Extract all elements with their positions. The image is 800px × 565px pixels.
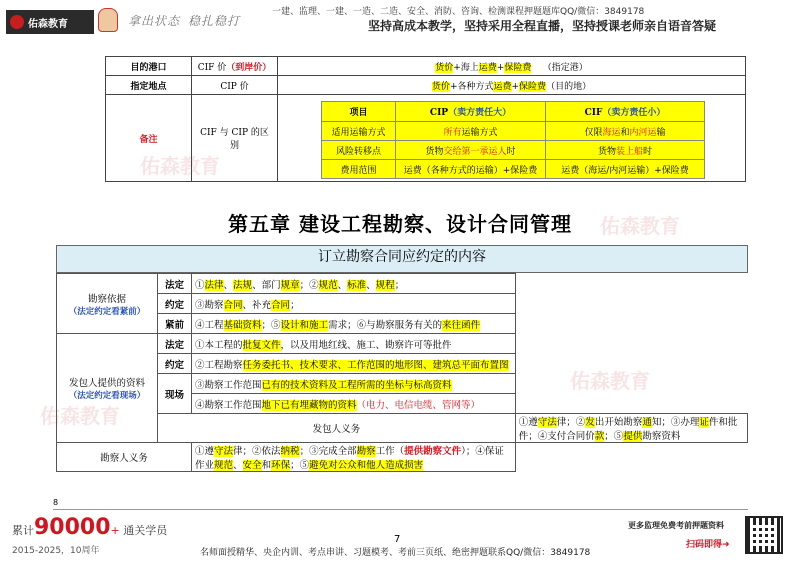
text: 知；③办理 <box>651 417 700 428</box>
cip-cell <box>396 122 546 141</box>
watermark: 佑森教育 <box>140 154 220 178</box>
term-cell <box>192 57 278 76</box>
table-row <box>57 354 748 374</box>
hl-text: 运费 <box>478 62 497 73</box>
term-cell: CIP 价 <box>192 76 278 95</box>
text: 内河运 <box>629 127 657 138</box>
qr-code-icon[interactable] <box>745 516 783 554</box>
hl-text: 提供 <box>623 431 643 442</box>
content-cell <box>192 294 516 314</box>
text: （卖方责任大） <box>448 108 512 118</box>
text: 、 <box>337 279 348 291</box>
text: ③勘察工作范围 <box>195 379 262 391</box>
table-row <box>106 76 746 95</box>
text: 、补充 <box>242 299 272 311</box>
hl-text: 守法 <box>214 446 234 457</box>
text: ①遵 <box>518 417 538 428</box>
footer-stat <box>12 515 167 540</box>
header-courses: 一建、监理、一建、一造、二造、安全、消防、咨询、检测课程押题题库QQ/微信：3849178 <box>272 7 645 17</box>
survey-contract-table <box>56 273 748 472</box>
table-row <box>322 160 705 179</box>
text: 时 <box>643 146 653 157</box>
text: ，以及用地红线、施工、勘察许可等批件 <box>280 339 452 351</box>
text: ①遵 <box>195 446 215 457</box>
header-bar <box>0 0 800 38</box>
text: 律；② <box>556 417 586 428</box>
handwritten-slogan-1: 拿出状态 <box>128 14 181 28</box>
row-title: 发包人义务 <box>158 414 516 443</box>
watermark: 佑森教育 <box>570 369 650 393</box>
hl-text: 保险费 <box>519 81 547 92</box>
text: ③勘察 <box>195 299 224 311</box>
hl-text: 批复文件 <box>242 339 281 351</box>
content-cell <box>192 354 516 374</box>
text: + <box>110 524 120 537</box>
logo-icon <box>10 15 24 29</box>
hl-text: 来往函件 <box>442 319 481 331</box>
table-row <box>322 141 705 160</box>
formula-cell <box>278 76 746 95</box>
hl-text: 守法 <box>537 417 557 428</box>
term-text: CIF 价 <box>197 62 227 73</box>
text: 勘察资料 <box>642 431 681 442</box>
text: 件和批件；④支付合同价 <box>518 417 738 442</box>
text: ；③完成全部 <box>299 446 357 457</box>
formula-cell <box>278 57 746 76</box>
text: CIF <box>584 108 603 118</box>
text: 运输方式 <box>461 127 498 138</box>
text: 累计 <box>12 524 34 537</box>
hl-text: 地下已有埋藏物的资料 <box>261 399 357 411</box>
group-title: 发包人提供的资料 <box>68 378 145 389</box>
text: ②工程勘察 <box>195 359 243 371</box>
watermark: 佑森教育 <box>40 404 120 428</box>
text: 所有 <box>443 127 462 138</box>
text: +海上 <box>453 62 479 73</box>
logo-text: 佑森教育 <box>28 18 68 30</box>
footer-promo: 更多监理免费考前押题资料 <box>628 521 724 530</box>
hl-text: 规章 <box>280 279 300 291</box>
table-row <box>57 274 748 294</box>
text: 货物 <box>597 146 616 157</box>
hl-text: 合同 <box>271 299 291 311</box>
text: + <box>496 62 505 73</box>
text: 和 <box>261 460 272 471</box>
row-label: 费用范围 <box>322 160 396 179</box>
hl-text: 发 <box>585 417 595 428</box>
text: 交给第一承运人 <box>443 146 507 157</box>
text: 律；②依法 <box>233 446 281 457</box>
text: 和 <box>620 127 630 138</box>
hl-text: 任务委托书、技术要求、工作范围的地形图、建筑总平面布置图 <box>242 359 509 371</box>
mascot-icon <box>98 8 118 32</box>
content-cell <box>192 314 516 334</box>
text: （指定港） <box>542 62 588 73</box>
hl-text: 安全 <box>242 460 262 471</box>
text: CIP <box>429 108 449 118</box>
hl-text: 运费 <box>493 81 512 92</box>
hl-text: 基础资料 <box>223 319 262 331</box>
divider <box>53 509 748 510</box>
hl-text: 勘察 <box>356 446 376 457</box>
col-header: 项目 <box>322 102 396 122</box>
row-tag: 现场 <box>158 374 192 414</box>
table-row <box>106 57 746 76</box>
hl-text: 规范 <box>214 460 234 471</box>
table-row <box>57 294 748 314</box>
row-tag: 约定 <box>158 294 192 314</box>
text: ① <box>195 279 205 291</box>
row-tag: 紧前 <box>158 314 192 334</box>
row-label: 目的港口 <box>106 57 192 76</box>
footer-years: 2015-2025，10周年 <box>12 546 100 556</box>
text: （目的地） <box>546 81 592 92</box>
hl-text: 法规 <box>233 279 253 291</box>
table-row <box>322 122 705 141</box>
hl-text: 通 <box>642 417 652 428</box>
content-cell <box>515 414 747 443</box>
text: 时 <box>506 146 516 157</box>
group-cell <box>57 274 158 334</box>
hl-text: 货价 <box>431 81 450 92</box>
chapter-title: 第五章 建设工程勘察、设计合同管理 <box>228 212 572 236</box>
term-note: （到岸价） <box>226 62 272 73</box>
text: ①本工程的 <box>195 339 243 351</box>
cip-cell: 运费（各种方式的运输）+保险费 <box>396 160 546 179</box>
row-label: 适用运输方式 <box>322 122 396 141</box>
row-tag: 约定 <box>158 354 192 374</box>
text: + <box>511 81 520 92</box>
col-header <box>396 102 546 122</box>
text: 、部门 <box>252 279 281 291</box>
row-label: 指定地点 <box>106 76 192 95</box>
content-cell <box>192 394 516 414</box>
row-label: 风险转移点 <box>322 141 396 160</box>
text: ；⑤ <box>261 319 281 331</box>
hl-text: 规程 <box>375 279 395 291</box>
text: 输 <box>656 127 666 138</box>
text: ； <box>290 299 300 311</box>
text: ④工程 <box>195 319 224 331</box>
hl-text: 证 <box>699 417 709 428</box>
term-cell: CIF 与 CIP 的区别 <box>192 95 278 182</box>
hl-text: 已有的技术资料及工程所需的坐标与标高资料 <box>261 379 452 391</box>
group-caption: （法定约定看现场） <box>68 391 146 401</box>
brand-logo <box>6 10 94 34</box>
text: 需求；⑥与勘察服务有关的 <box>328 319 443 331</box>
text: ）；④保证作业 <box>195 446 504 471</box>
text: +各种方式 <box>449 81 494 92</box>
big-number: 90000 <box>34 515 111 540</box>
text: 、 <box>366 279 376 291</box>
group-cell <box>57 334 158 443</box>
table-row <box>57 334 748 354</box>
cip-cif-compare-table <box>321 101 705 179</box>
hl-text: 规范 <box>318 279 338 291</box>
text: （电力、电信电缆、管网等） <box>356 399 481 411</box>
footer-scan: 扫码即得➜ <box>686 540 730 550</box>
hl-text: 保险费 <box>504 62 532 73</box>
table-row <box>57 414 748 443</box>
text: ；② <box>299 279 319 291</box>
text: 出开始勘察 <box>594 417 643 428</box>
text: 海运 <box>602 127 621 138</box>
group-title: 勘察依据 <box>87 293 126 305</box>
text: （卖方责任小） <box>602 108 666 118</box>
text: 货物 <box>425 146 444 157</box>
text: 、 <box>223 279 234 291</box>
text: ④勘察工作范围 <box>195 399 262 411</box>
text: 仅限 <box>584 127 603 138</box>
text: 提供勘察文件 <box>404 446 462 457</box>
col-header <box>546 102 705 122</box>
cif-cell <box>546 122 705 141</box>
watermark: 佑森教育 <box>600 214 680 238</box>
table-row <box>57 443 748 472</box>
footer-page-number: 7 <box>394 534 401 545</box>
hl-text: 环保 <box>271 460 291 471</box>
text: 、 <box>233 460 243 471</box>
row-tag: 法定 <box>158 334 192 354</box>
page-number: 8 <box>53 498 59 507</box>
text: ； <box>394 279 405 291</box>
hl-text: 避免对公众和他人造成损害 <box>309 460 424 471</box>
row-tag: 法定 <box>158 274 192 294</box>
hl-text: 款 <box>594 431 605 442</box>
section-title: 订立勘察合同应约定的内容 <box>56 245 748 273</box>
text: 装上船 <box>615 146 643 157</box>
cif-cell: 运费（海运/内河运输）+保险费 <box>546 160 705 179</box>
content-cell <box>192 374 516 394</box>
row-title: 勘察人义务 <box>57 443 192 472</box>
hl-text: 纳税 <box>280 446 300 457</box>
table-row <box>57 314 748 334</box>
cif-cell <box>546 141 705 160</box>
footer-contact: 名师面授精华、央企内训、考点串讲、习题模考、考前三页纸、绝密押题联系QQ/微信：3849178 <box>200 548 591 558</box>
text: 工作（ <box>375 446 405 457</box>
hl-text: 设计和施工 <box>280 319 329 331</box>
content-cell <box>192 274 516 294</box>
handwritten-slogan-2: 稳扎稳打 <box>188 14 241 28</box>
group-caption: （法定约定看紧前） <box>68 306 146 317</box>
text: ；⑤ <box>290 460 310 471</box>
table-header-row <box>322 102 705 122</box>
row-label: 备注 <box>106 95 192 182</box>
hl-text: 合同 <box>223 299 243 311</box>
hl-text: 标准 <box>347 279 367 291</box>
hl-text: 法律 <box>204 279 224 291</box>
table-row <box>57 374 748 394</box>
text: 通关学员 <box>123 524 168 537</box>
text: ；⑤ <box>604 431 624 442</box>
header-motto: 坚持高成本教学，坚持采用全程直播，坚持授课老师亲自语音答疑 <box>368 19 717 33</box>
content-cell <box>192 443 516 472</box>
cip-cell <box>396 141 546 160</box>
content-cell <box>192 334 516 354</box>
hl-text: 货价 <box>435 62 454 73</box>
